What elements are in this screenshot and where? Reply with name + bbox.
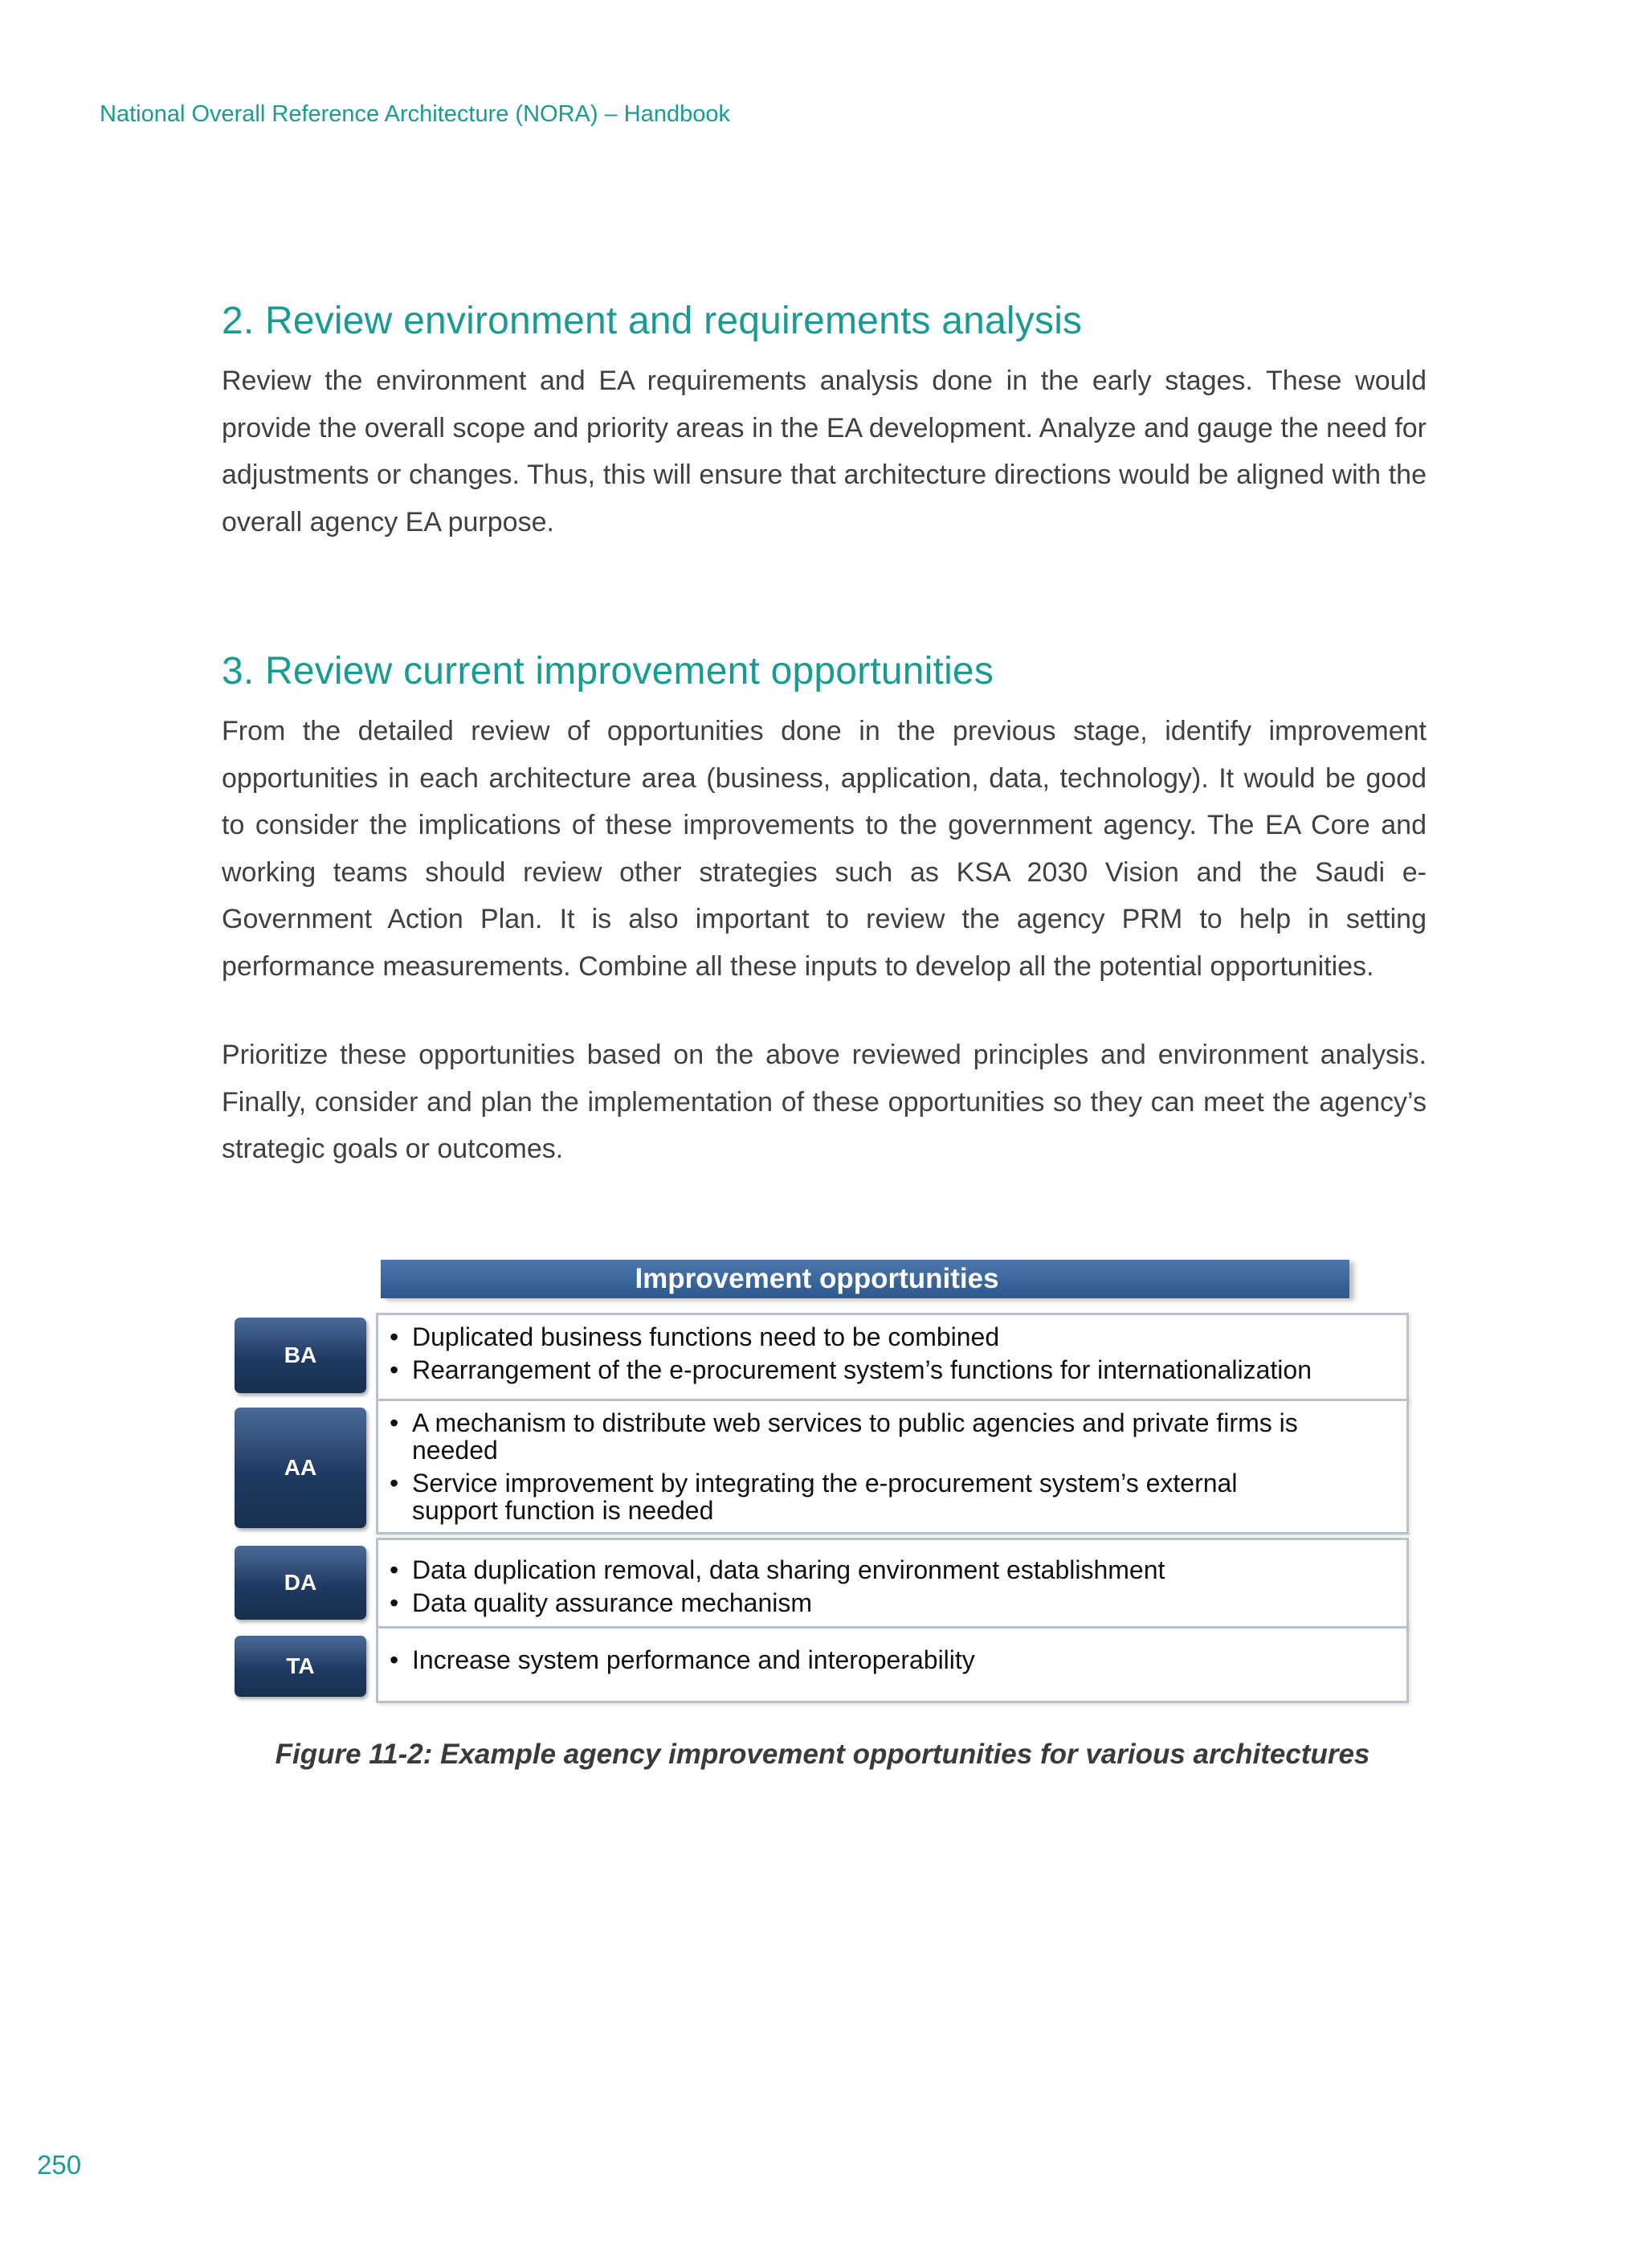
section-review-environment	[222, 299, 1427, 546]
opportunity-list	[378, 1323, 1406, 1383]
opportunity-list	[378, 1556, 1406, 1616]
list-item: • Service improvement by integrating the e-procurement system’s external support function is needed	[378, 1469, 1390, 1524]
section-heading: 3. Review current improvement opportunities	[222, 650, 994, 693]
row-box-aa	[376, 1399, 1409, 1534]
opportunity-list	[378, 1409, 1390, 1524]
row-box-da	[376, 1538, 1409, 1628]
list-item: • A mechanism to distribute web services to public agencies and private firms is needed	[378, 1409, 1390, 1464]
row-label-aa: AA	[235, 1408, 366, 1528]
section-paragraph: Prioritize these opportunities based on the above reviewed principles and environment analysis. Finally, consider and plan the implementation of these opportunities so they can meet the agency’s strategic goals or outcomes.	[222, 1040, 1427, 1164]
section-paragraph: Review the environment and EA requirements analysis done in the early stages. These would provide the overall scope and priority areas in the EA development. Analyze and gauge the need for adjustments or changes. Thus, this will ensure that architecture directions would be aligned with the overall agency EA purpose.	[222, 366, 1427, 537]
opportunity-list	[378, 1646, 1406, 1673]
figure-header-label: Improvement opportunities	[635, 1263, 999, 1294]
section-review-opportunities	[222, 649, 1427, 1173]
list-item: • Data duplication removal, data sharing environment establishment	[378, 1556, 1406, 1584]
row-label-ba: BA	[235, 1318, 366, 1393]
list-item: • Rearrangement of the e-procurement system’s functions for internationalization	[378, 1356, 1406, 1383]
page-number: 250	[37, 2150, 82, 2180]
list-item: • Duplicated business functions need to be combined	[378, 1323, 1406, 1351]
row-label-da: DA	[235, 1546, 366, 1620]
running-header: National Overall Reference Architecture (NORA) – Handbook	[100, 101, 730, 127]
section-heading: 2. Review environment and requirements analysis	[222, 300, 1083, 342]
row-box-ta	[376, 1626, 1409, 1703]
list-item: • Data quality assurance mechanism	[378, 1589, 1406, 1616]
row-box-ba	[376, 1313, 1409, 1401]
list-item: • Increase system performance and interoperability	[378, 1646, 1406, 1673]
row-label-ta: TA	[235, 1636, 366, 1697]
figure-caption: Figure 11-2: Example agency improvement opportunities for various architectures	[275, 1739, 1370, 1770]
figure-header	[381, 1260, 1349, 1298]
section-paragraph: From the detailed review of opportunities done in the previous stage, identify improvement opportunities in each architecture area (business, application, data, technology). It would be good to consider the implications of these improvements to the government agency. The EA Core and working teams should review other strategies such as KSA 2030 Vision and the Saudi e-Government Action Plan. It is also important to review the agency PRM to help in setting performance measurements. Combine all these inputs to develop all the potential opportunities.	[222, 716, 1427, 982]
